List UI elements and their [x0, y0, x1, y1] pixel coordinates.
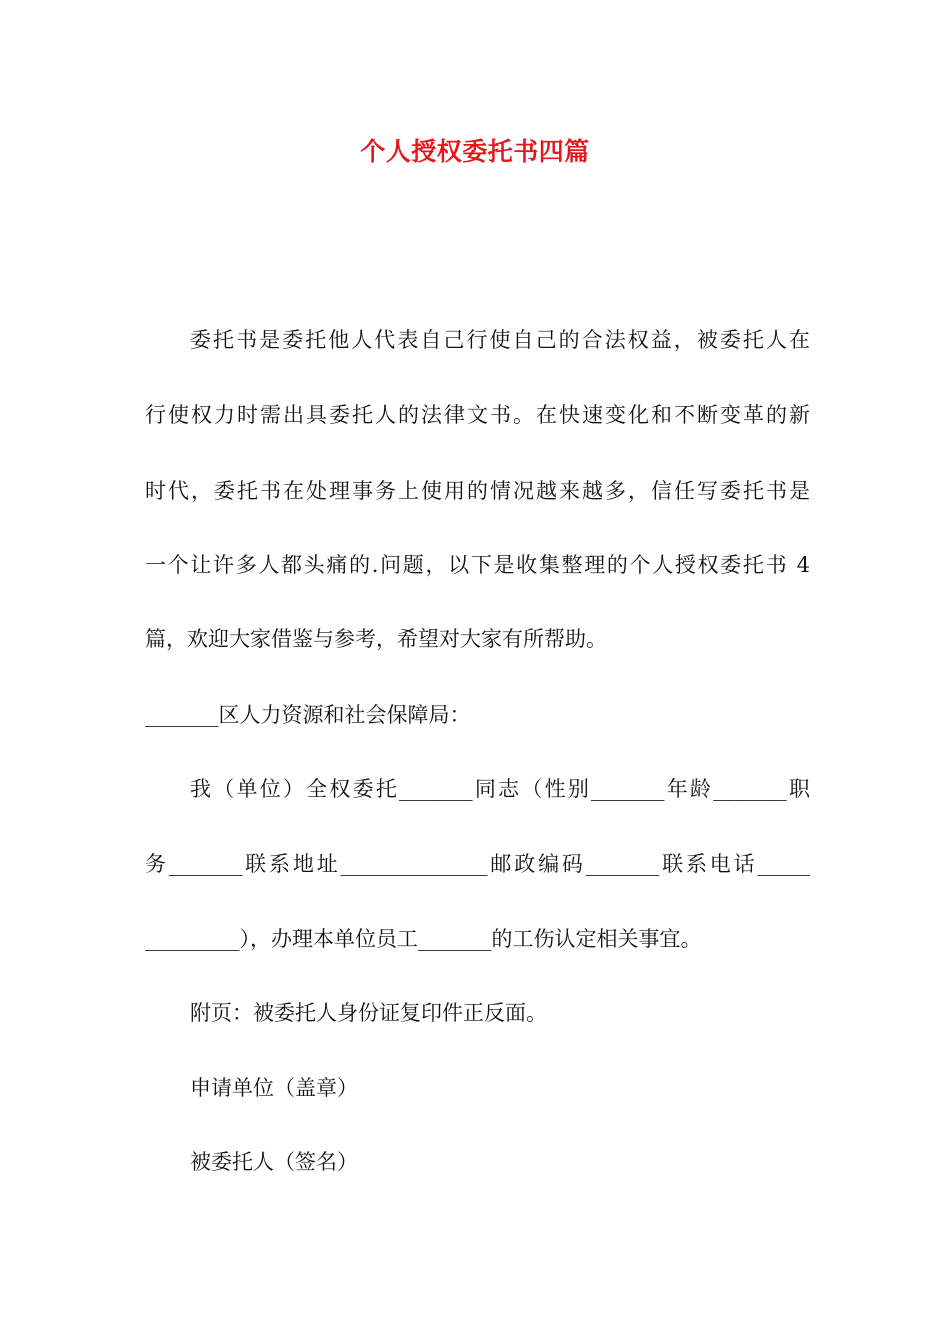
body-line-2: 务_______联系地址______________邮政编码_______联系电话_____: [145, 852, 810, 876]
intro-line-4: 一个让许多人都头痛的.问题，以下是收集整理的个人授权委托书 4: [145, 553, 810, 577]
attachment-note: 附页：被委托人身份证复印件正反面。: [190, 1001, 547, 1025]
applicant-signature-label: 申请单位（盖章）: [190, 1076, 358, 1100]
document-title: 个人授权委托书四篇: [360, 137, 590, 166]
intro-line-1: 委托书是委托他人代表自己行使自己的合法权益，被委托人在: [190, 328, 810, 352]
intro-line-5: 篇，欢迎大家借鉴与参考，希望对大家有所帮助。: [145, 627, 607, 651]
intro-line-2: 行使权力时需出具委托人的法律文书。在快速变化和不断变革的新: [145, 403, 810, 427]
addressee-line: _______区人力资源和社会保障局：: [145, 703, 471, 727]
intro-line-3: 时代，委托书在处理事务上使用的情况越来越多，信任写委托书是: [145, 479, 810, 503]
agent-signature-label: 被委托人（签名）: [190, 1150, 358, 1174]
body-line-3: _________），办理本单位员工_______的工伤认定相关事宜。: [145, 927, 702, 951]
body-line-1: 我（单位）全权委托_______同志（性别_______年龄_______职: [190, 777, 810, 801]
